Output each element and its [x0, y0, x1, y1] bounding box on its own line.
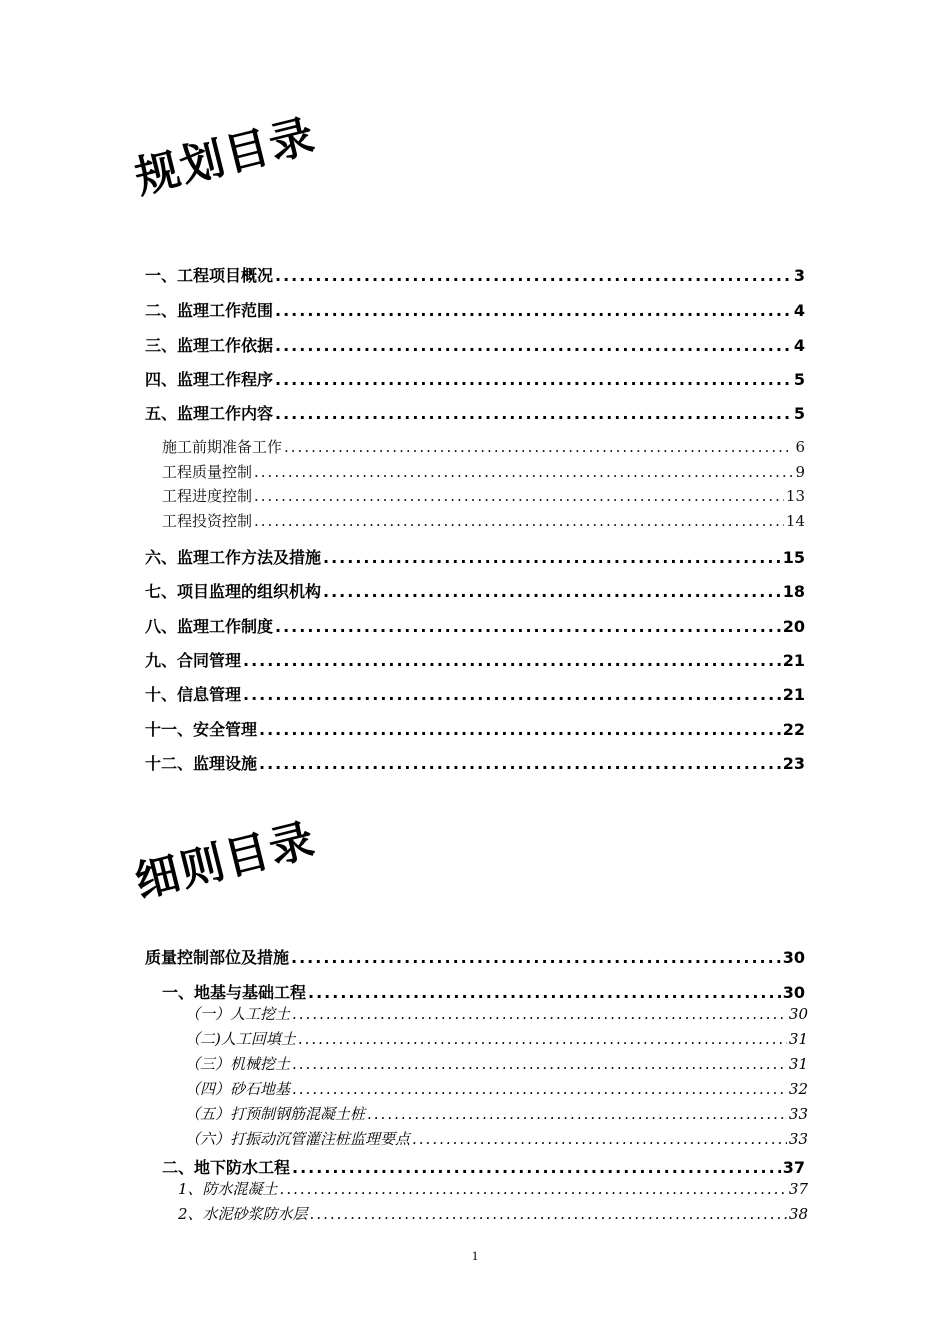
toc-entry-page: 33	[788, 1105, 808, 1123]
toc-entry-title: 十、信息管理	[145, 685, 242, 704]
toc-entry-title: 质量控制部位及措施	[145, 948, 290, 967]
toc-entry-title: 二、监理工作范围	[145, 301, 274, 320]
toc-entry[interactable]	[145, 614, 805, 637]
toc-leader-dots	[323, 548, 781, 567]
toc-entry-page: 3	[793, 266, 805, 285]
toc-leader-dots	[323, 582, 781, 601]
toc-leader-dots	[280, 1180, 787, 1198]
toc-entry-title: 五、监理工作内容	[145, 404, 274, 423]
toc-entry-page: 14	[785, 512, 805, 530]
toc-entry[interactable]	[162, 436, 805, 457]
toc-entry-title: 工程投资控制	[162, 512, 253, 530]
toc-leader-dots	[310, 1205, 787, 1223]
toc-entry[interactable]	[145, 579, 805, 602]
toc-entry[interactable]	[185, 1053, 808, 1074]
toc-entry-page: 21	[782, 651, 805, 670]
toc-entry-page: 38	[788, 1205, 808, 1223]
toc-entry[interactable]	[145, 751, 805, 774]
toc-leader-dots	[275, 617, 781, 636]
toc-entry-page: 30	[782, 983, 805, 1002]
toc-entry[interactable]	[162, 1155, 805, 1178]
toc-entry-title: 四、监理工作程序	[145, 370, 274, 389]
toc-leader-dots	[298, 1030, 787, 1048]
toc-entry-title: （三）机械挖土	[185, 1055, 291, 1073]
toc-leader-dots	[275, 404, 792, 423]
toc-leader-dots	[275, 301, 792, 320]
toc-leader-dots	[367, 1105, 787, 1123]
toc-entry-title: （六）打振动沉管灌注桩监理要点	[185, 1130, 411, 1148]
toc-entry-page: 5	[793, 404, 805, 423]
page-number: 1	[471, 1248, 479, 1263]
toc-leader-dots	[275, 266, 792, 285]
toc-entry[interactable]	[185, 1103, 808, 1124]
toc-entry[interactable]	[178, 1203, 808, 1224]
toc-entry-page: 30	[788, 1005, 808, 1023]
toc-entry-title: （一）人工挖土	[185, 1005, 291, 1023]
toc-entry[interactable]	[145, 263, 805, 286]
toc-leader-dots	[254, 512, 784, 530]
toc-entry[interactable]	[178, 1178, 808, 1199]
toc-leader-dots	[284, 438, 793, 456]
toc-entry-page: 33	[788, 1130, 808, 1148]
toc-entry[interactable]	[185, 1028, 808, 1049]
toc-entry[interactable]	[162, 461, 805, 482]
toc-leader-dots	[292, 1005, 787, 1023]
toc-entry-title: 八、监理工作制度	[145, 617, 274, 636]
toc-entry-page: 22	[782, 720, 805, 739]
toc-entry-title: 工程进度控制	[162, 487, 253, 505]
toc-leader-dots	[291, 948, 781, 967]
toc-entry-page: 37	[788, 1180, 808, 1198]
toc-entry-title: （二)人工回填土	[185, 1030, 296, 1048]
toc-leader-dots	[243, 651, 781, 670]
toc-leader-dots	[412, 1130, 787, 1148]
toc-entry-page: 15	[782, 548, 805, 567]
toc-entry-page: 13	[785, 487, 805, 505]
toc-entry-page: 9	[795, 463, 805, 481]
toc-leader-dots	[259, 720, 781, 739]
toc-entry-page: 5	[793, 370, 805, 389]
toc-entry-title: 工程质量控制	[162, 463, 253, 481]
toc-entry-page: 32	[788, 1080, 808, 1098]
toc-entry[interactable]	[162, 510, 805, 531]
toc-entry-title: 九、合同管理	[145, 651, 242, 670]
toc-entry-page: 21	[782, 685, 805, 704]
toc-entry[interactable]	[145, 682, 805, 705]
toc-leader-dots	[292, 1080, 787, 1098]
toc-entry[interactable]	[145, 717, 805, 740]
toc-entry-title: 一、工程项目概况	[145, 266, 274, 285]
toc-entry-title: （四）砂石地基	[185, 1080, 291, 1098]
toc-entry-title: 1、防水混凝土	[178, 1180, 278, 1198]
toc-entry[interactable]	[145, 945, 805, 968]
toc-entry[interactable]	[145, 333, 805, 356]
toc-leader-dots	[292, 1158, 781, 1177]
toc-entry[interactable]	[162, 485, 805, 506]
toc-entry-page: 31	[788, 1055, 808, 1073]
toc-entry-title: 二、地下防水工程	[162, 1158, 291, 1177]
toc-leader-dots	[259, 754, 781, 773]
toc-entry[interactable]	[145, 401, 805, 424]
toc-leader-dots	[292, 1055, 787, 1073]
toc-entry-page: 30	[782, 948, 805, 967]
toc-entry-title: 七、项目监理的组织机构	[145, 582, 322, 601]
toc-entry[interactable]	[185, 1078, 808, 1099]
toc-leader-dots	[254, 463, 793, 481]
toc-entry[interactable]	[145, 648, 805, 671]
toc-leader-dots	[275, 370, 792, 389]
toc-entry[interactable]	[185, 1003, 808, 1024]
detail-toc-heading: 细则目录	[130, 814, 322, 909]
toc-entry-page: 6	[795, 438, 805, 456]
toc-entry-page: 37	[782, 1158, 805, 1177]
toc-entry[interactable]	[145, 545, 805, 568]
plan-toc-heading: 规划目录	[130, 110, 322, 205]
toc-entry[interactable]	[185, 1128, 808, 1149]
toc-leader-dots	[308, 983, 781, 1002]
toc-entry-page: 4	[793, 336, 805, 355]
toc-leader-dots	[275, 336, 792, 355]
toc-entry-page: 31	[788, 1030, 808, 1048]
toc-entry-title: 2、水泥砂浆防水层	[178, 1205, 308, 1223]
toc-entry-page: 23	[782, 754, 805, 773]
toc-leader-dots	[254, 487, 784, 505]
toc-entry-page: 18	[782, 582, 805, 601]
toc-entry-page: 20	[782, 617, 805, 636]
toc-entry[interactable]	[145, 298, 805, 321]
toc-entry[interactable]	[145, 367, 805, 390]
toc-entry-page: 4	[793, 301, 805, 320]
toc-entry-title: 施工前期准备工作	[162, 438, 283, 456]
toc-entry-title: 一、地基与基础工程	[162, 983, 307, 1002]
toc-entry-title: 六、监理工作方法及措施	[145, 548, 322, 567]
toc-entry[interactable]	[162, 980, 805, 1003]
toc-entry-title: 十二、监理设施	[145, 754, 258, 773]
toc-entry-title: 三、监理工作依据	[145, 336, 274, 355]
toc-leader-dots	[243, 685, 781, 704]
toc-entry-title: （五）打预制钢筋混凝土桩	[185, 1105, 366, 1123]
toc-entry-title: 十一、安全管理	[145, 720, 258, 739]
